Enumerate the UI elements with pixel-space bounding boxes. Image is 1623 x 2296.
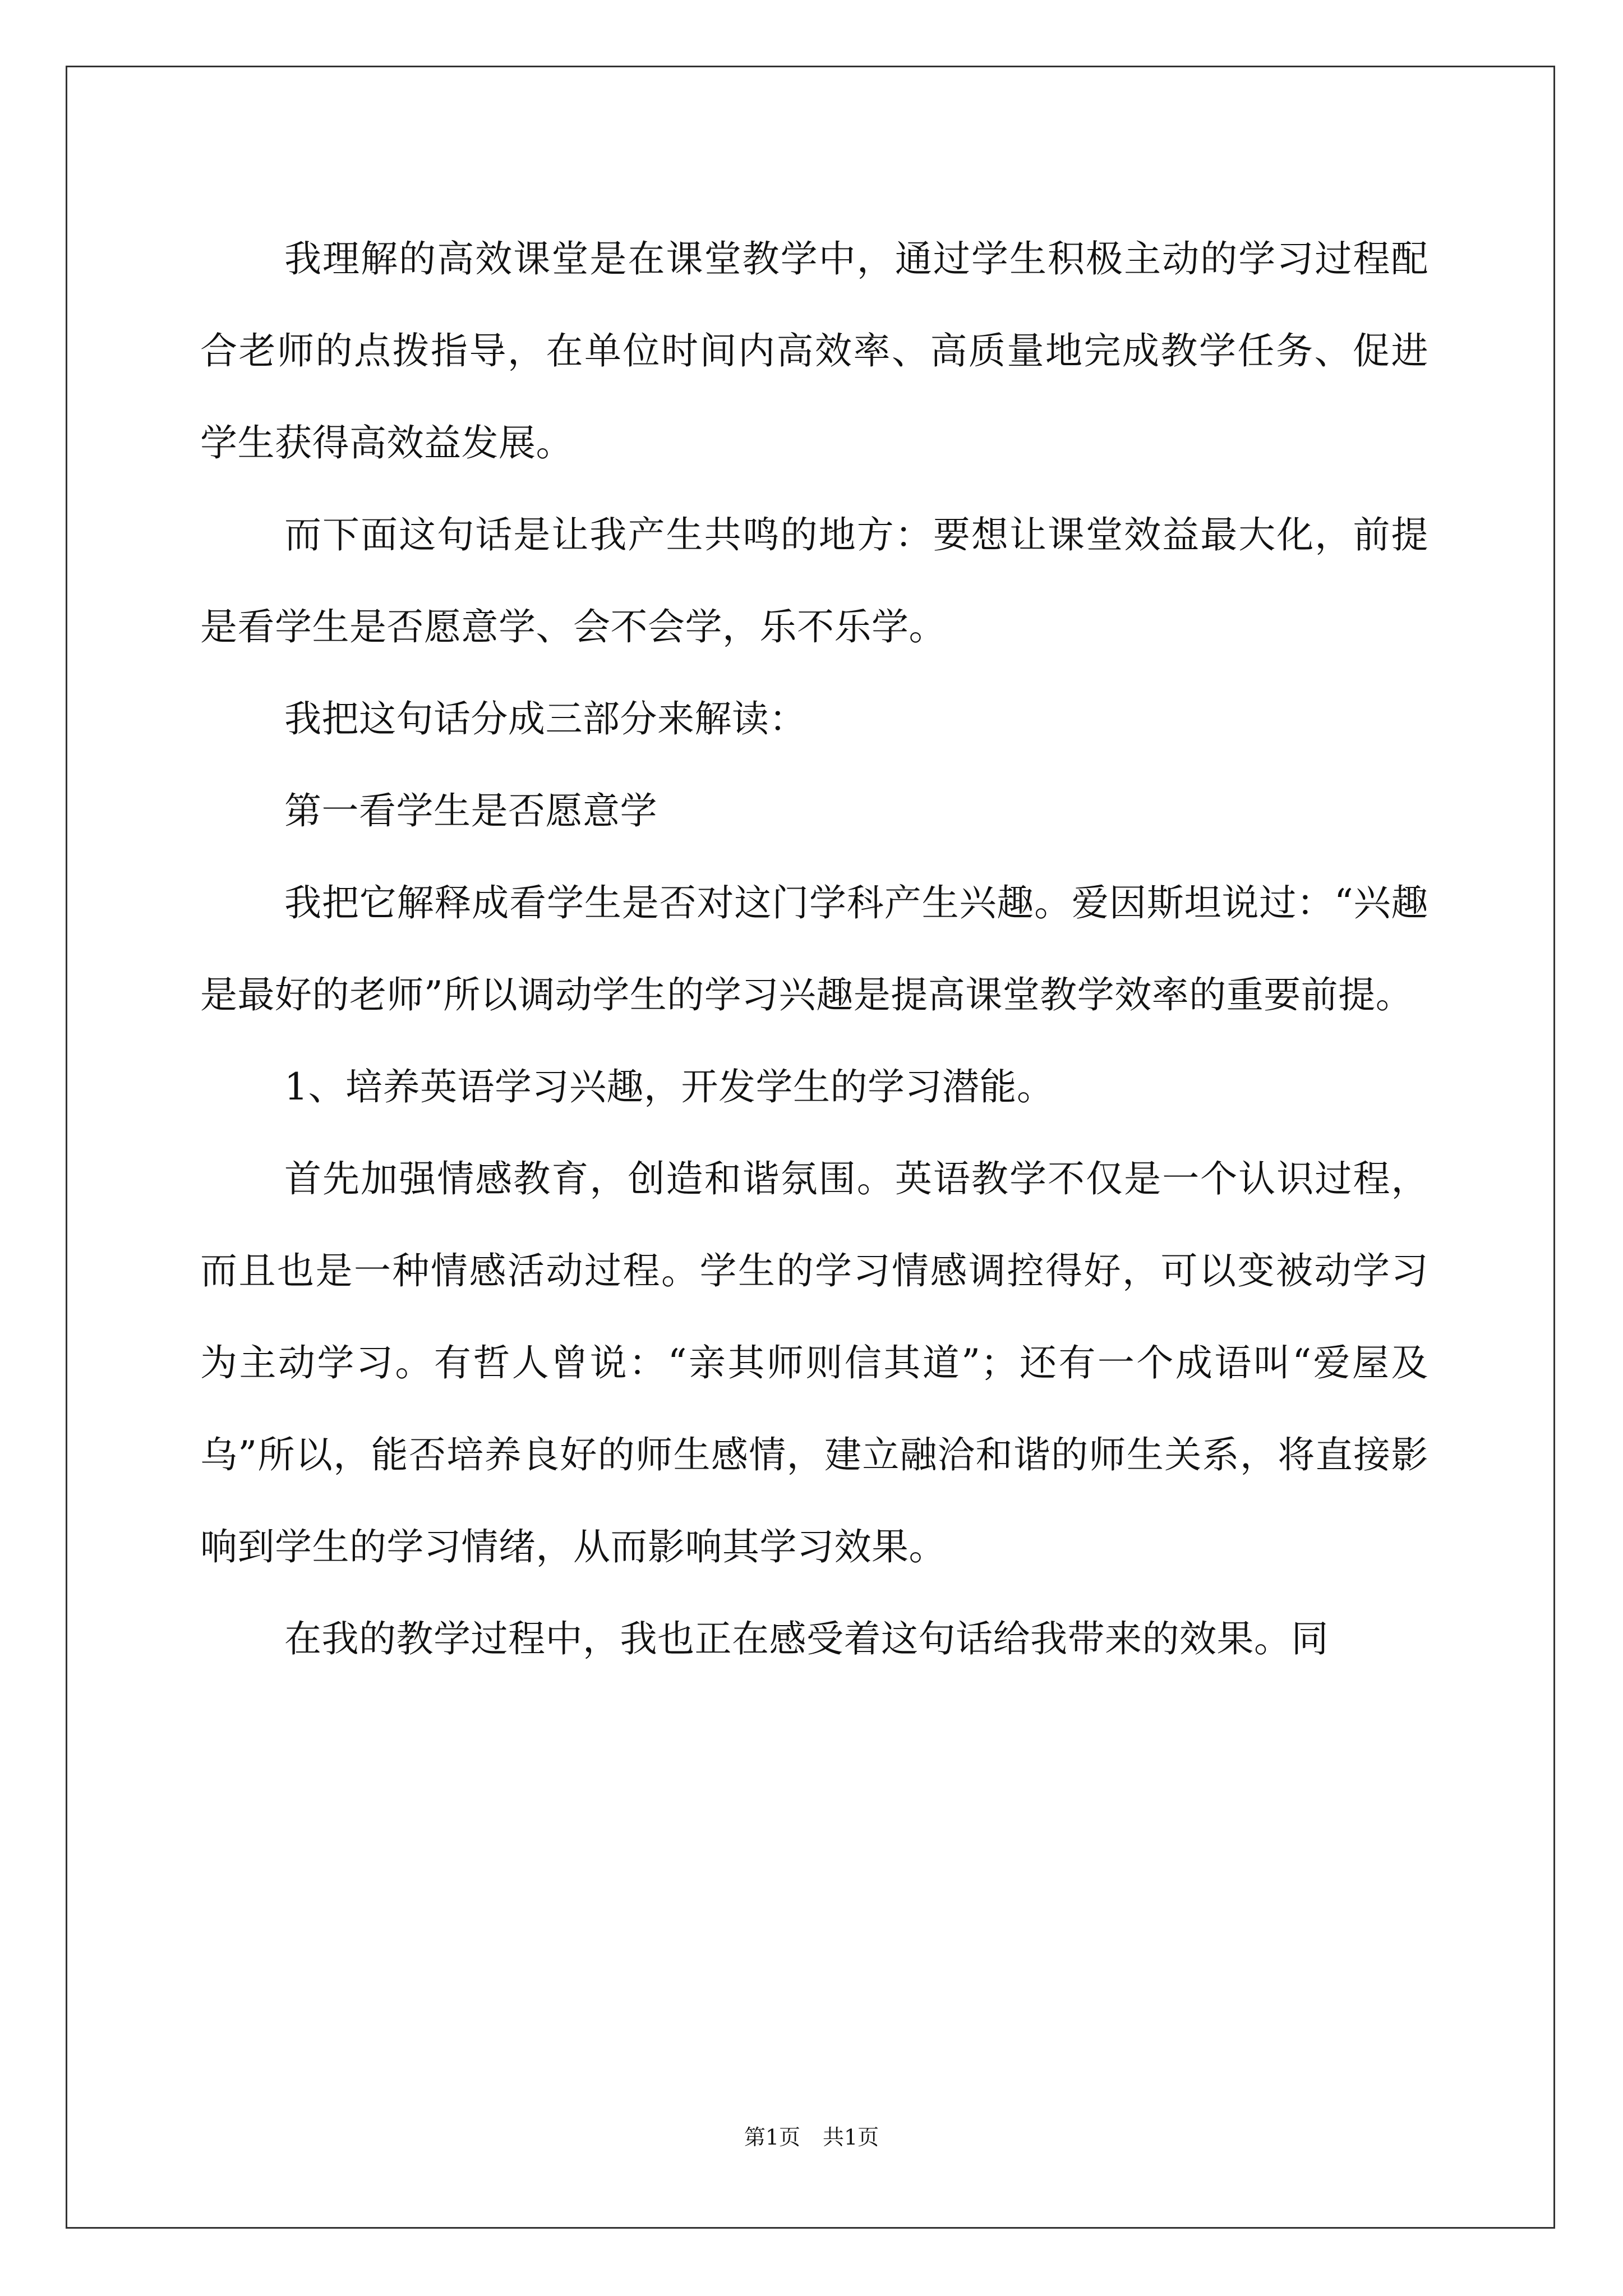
paragraph: 而下面这句话是让我产生共鸣的地方：要想让课堂效益最大化，前提是看学生是否愿意学、会不会学，乐不乐学。 bbox=[200, 513, 1428, 648]
paragraph: 我把它解释成看学生是否对这门学科产生兴趣。爱因斯坦说过：“兴趣是最好的老师”所以调动学生的学习兴趣是提高课堂教学效率的重要前提。 bbox=[200, 881, 1428, 1016]
document-body bbox=[200, 213, 1428, 1685]
page-number-current: 第1页 bbox=[744, 2125, 800, 2150]
paragraph: 在我的教学过程中，我也正在感受着这句话给我带来的效果。同 bbox=[284, 1617, 1329, 1660]
paragraph: 我理解的高效课堂是在课堂教学中，通过学生积极主动的学习过程配合老师的点拨指导，在单位时间内高效率、高质量地完成教学任务、促进学生获得高效益发展。 bbox=[200, 237, 1428, 464]
paragraph: 我把这句话分成三部分来解读： bbox=[284, 697, 806, 740]
numbered-heading: 1、培养英语学习兴趣，开发学生的学习潜能。 bbox=[284, 1065, 1054, 1108]
section-heading: 第一看学生是否愿意学 bbox=[284, 789, 657, 832]
page-footer bbox=[0, 2123, 1623, 2151]
paragraph: 首先加强情感教育，创造和谐氛围。英语教学不仅是一个认识过程，而且也是一种情感活动过程。学生的学习情感调控得好，可以变被动学习为主动学习。有哲人曾说：“亲其师则信其道”；还有一个成语叫“爱屋及乌”所以，能否培养良好的师生感情，建立融洽和谐的师生关系，将直接影响到学生的学习情绪，从而影响其学习效果。 bbox=[200, 1157, 1428, 1568]
page-number-total: 共1页 bbox=[823, 2125, 879, 2150]
